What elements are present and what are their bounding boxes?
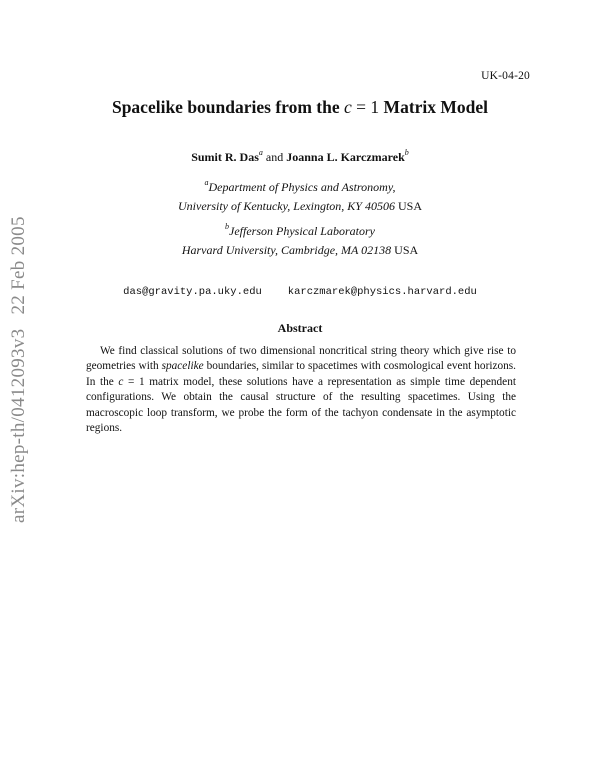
affiliation-b (0, 222, 600, 260)
title-text-after: Matrix Model (383, 97, 489, 117)
affiliation-a (0, 178, 600, 216)
title-math-variable: c (344, 97, 352, 117)
report-number: UK-04-20 (481, 70, 530, 82)
abstract-text-part3: matrix model, these solutions have a representation as simple time dependent configurations. We obtain the causal structure of the resulting spacetimes. Using the macroscopic loop transform, we probe the form of the tachyon condensate in the asymptotic regions. (86, 375, 516, 435)
abstract-body (86, 344, 516, 436)
author-list (0, 150, 600, 165)
author-1-affiliation-mark: a (258, 148, 263, 157)
abstract-emphasis: spacelike (161, 360, 204, 373)
affiliation-a-institution: University of Kentucky, Lexington, KY 40506 (178, 199, 395, 213)
arxiv-side-stamp (8, 216, 30, 523)
author-conjunction: and (265, 150, 284, 164)
email-link-1[interactable]: das@gravity.pa.uky.edu (123, 286, 262, 298)
email-link-2[interactable]: karczmarek@physics.harvard.edu (287, 286, 477, 298)
affiliation-b-mark: b (225, 222, 229, 231)
abstract-math-rest: = 1 (123, 375, 145, 388)
title-math-rest: = 1 (351, 97, 380, 117)
abstract-text-part2: boundaries, similar to spacetimes with cosmological event horizons. In the (86, 360, 516, 388)
abstract-heading: Abstract (277, 321, 323, 335)
affiliation-b-country: USA (394, 243, 419, 257)
email-addresses (0, 286, 600, 298)
author-name-2: Joanna L. Karczmarek (286, 150, 405, 164)
affiliation-a-country: USA (397, 199, 422, 213)
abstract-text-part1: We find classical solutions of two dimensional noncritical string theory which give rise to geometries with (86, 345, 516, 373)
arxiv-identifier[interactable]: arXiv:hep-th/0412093v3 (8, 328, 29, 523)
affiliation-b-line1: Jefferson Physical Laboratory (229, 224, 375, 238)
author-name-1: Sumit R. Das (191, 150, 259, 164)
author-2-affiliation-mark: b (404, 148, 409, 157)
title-text-before: Spacelike boundaries from the (111, 97, 340, 117)
affiliation-a-mark: a (204, 178, 209, 187)
abstract-math-variable: c (118, 375, 124, 388)
affiliation-b-institution: Harvard University, Cambridge, MA 02138 (181, 243, 392, 257)
arxiv-date: 22 Feb 2005 (8, 216, 29, 315)
affiliation-a-line1: Department of Physics and Astronomy, (208, 180, 396, 194)
paper-title (0, 97, 600, 118)
